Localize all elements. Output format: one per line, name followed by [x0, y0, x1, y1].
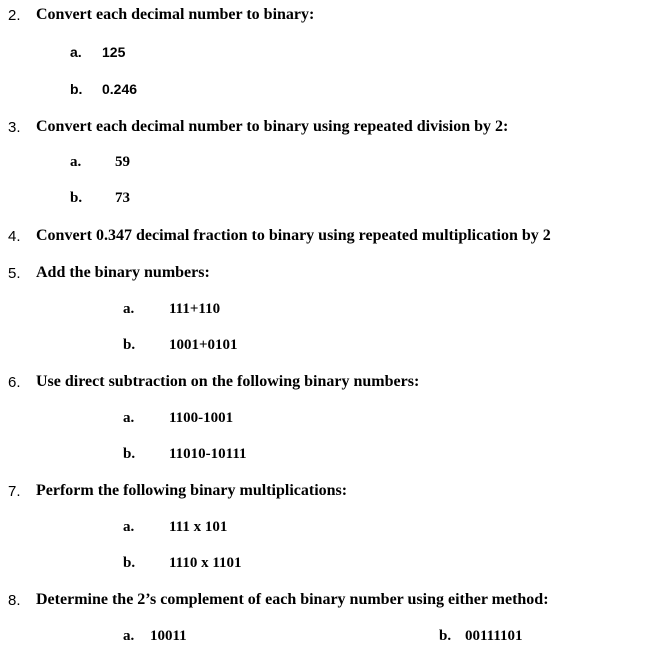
question-text: Convert each decimal number to binary:	[36, 6, 315, 23]
question-number: 7.	[8, 483, 21, 500]
question-number: 6.	[8, 374, 21, 391]
question-text: Convert 0.347 decimal fraction to binary using repeated multiplication by 2	[36, 227, 551, 244]
item-value: 111 x 101	[169, 519, 228, 535]
item-letter: b.	[70, 81, 83, 97]
item-letter: a.	[123, 410, 135, 426]
question-number: 2.	[8, 7, 21, 24]
question-number: 5.	[8, 265, 21, 282]
item-value: 59	[115, 154, 130, 170]
item-letter: a.	[123, 519, 135, 535]
item-value: 73	[115, 190, 130, 206]
item-value: 11010-10111	[169, 446, 247, 462]
item-value: 125	[102, 44, 126, 60]
question-text: Perform the following binary multiplications:	[36, 482, 348, 499]
item-value: 10011	[150, 628, 187, 644]
item-letter: b.	[439, 628, 452, 644]
item-letter: a.	[70, 44, 82, 60]
question-text: Convert each decimal number to binary using repeated division by 2:	[36, 118, 509, 135]
question-text: Use direct subtraction on the following binary numbers:	[36, 373, 420, 390]
item-letter: a.	[123, 301, 135, 317]
item-letter: b.	[123, 337, 136, 353]
item-value: 0.246	[102, 81, 138, 97]
item-letter: b.	[123, 446, 136, 462]
question-number: 4.	[8, 228, 21, 245]
item-value: 00111101	[465, 628, 523, 644]
item-value: 1001+0101	[169, 337, 238, 353]
item-value: 111+110	[169, 301, 221, 317]
item-letter: b.	[123, 555, 136, 571]
item-letter: a.	[70, 154, 82, 170]
question-text: Determine the 2’s complement of each binary number using either method:	[36, 591, 549, 608]
item-value: 1110 x 1101	[169, 555, 242, 571]
question-text: Add the binary numbers:	[36, 264, 210, 281]
item-letter: a.	[123, 628, 135, 644]
question-number: 3.	[8, 119, 21, 136]
item-value: 1100-1001	[169, 410, 234, 426]
question-number: 8.	[8, 592, 21, 609]
item-letter: b.	[70, 190, 83, 206]
